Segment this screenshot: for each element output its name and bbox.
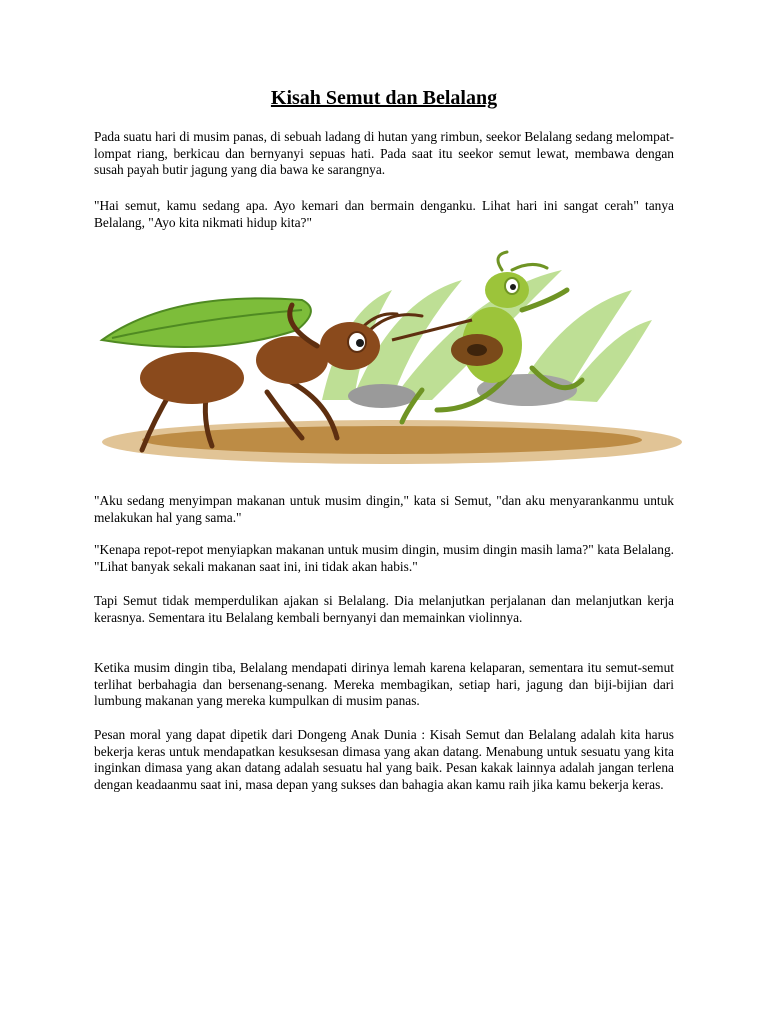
- document-title: Kisah Semut dan Belalang: [270, 87, 498, 109]
- grasshopper-pupil: [510, 284, 516, 290]
- paragraph-5: Tapi Semut tidak memperdulikan ajakan si Belalang. Dia melanjutkan perjalanan dan melanjutkan kerja kerasnya. Sementara itu Belalang kembali bernyanyi dan memainkan violinnya.: [94, 593, 674, 625]
- paragraph-3: "Aku sedang menyimpan makanan untuk musim dingin," kata si Semut, "dan aku menyarankanmu untuk melakukan hal yang sama.": [94, 493, 674, 525]
- ant-pupil: [356, 339, 364, 347]
- stone: [348, 384, 416, 408]
- paragraph-7: Pesan moral yang dapat dipetik dari Dongeng Anak Dunia : Kisah Semut dan Belalang adalah kita harus bekerja keras untuk mendapatkan kesuksesan dimasa yang akan datang. Menabung untuk sesuatu yang kita inginkan dimasa yang akan datang adalah sesuatu hal yang baik. Pesan kakak lainnya adalah jangan terlena dengan keadaanmu saat ini, masa depan yang sukses dan bahagia akan kamu raih jika kamu bekerja keras.: [94, 727, 674, 792]
- paragraph-1: Pada suatu hari di musim panas, di sebuah ladang di hutan yang rimbun, seekor Belalang sedang melompat-lompat riang, berkicau dan bernyanyi sepuas hati. Pada saat itu seekor semut lewat, membawa dengan susah payah butir jagung yang dia bawa ke sarangnya.: [94, 129, 674, 178]
- paragraph-2: "Hai semut, kamu sedang apa. Ayo kemari dan bermain denganku. Lihat hari ini sangat cerah" tanya Belalang, "Ayo kita nikmati hidup kita?": [94, 198, 674, 230]
- grasshopper-antenna: [498, 252, 507, 270]
- paragraph-6: Ketika musim dingin tiba, Belalang mendapati dirinya lemah karena kelaparan, sementara itu semut-semut terlihat berbahagia dan bersenang-senang. Mereka membagikan, setiap hari, jagung dan biji-bijian dari lumbung makanan yang mereka kumpulkan di musim panas.: [94, 660, 674, 709]
- violin-hole: [467, 344, 487, 356]
- ant-and-grasshopper-illustration: [92, 250, 684, 472]
- grasshopper-antenna: [512, 264, 547, 270]
- ground: [142, 426, 642, 454]
- ant-abdomen: [140, 352, 244, 404]
- paragraph-4: "Kenapa repot-repot menyiapkan makanan untuk musim dingin, musim dingin masih lama?" kata Belalang. "Lihat banyak sekali makanan saat ini, ini tidak akan habis.": [94, 542, 674, 574]
